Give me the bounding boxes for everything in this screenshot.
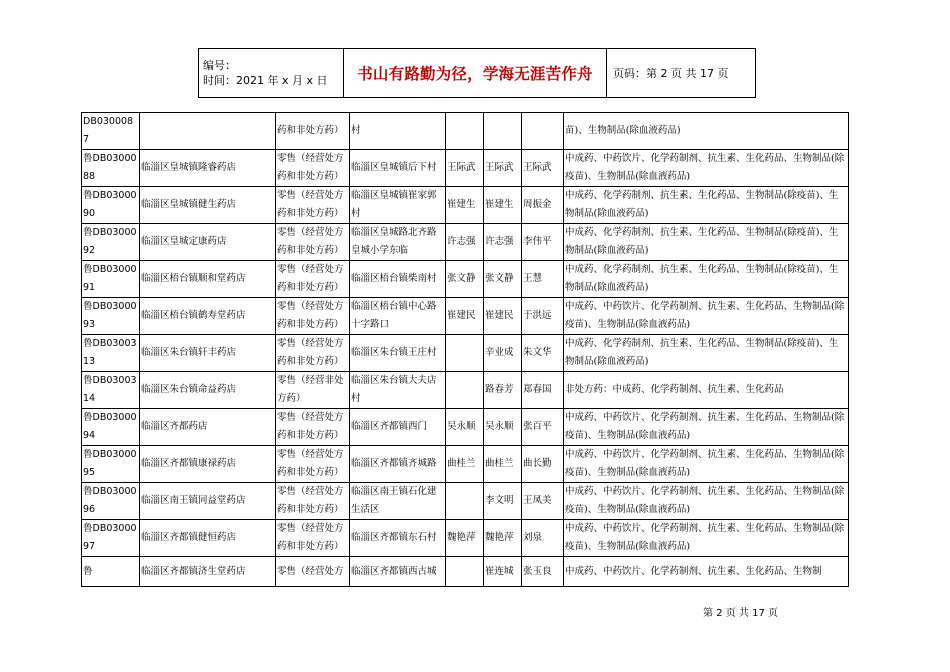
business-scope-cell: 中成药、中药饮片、化学药制剂、抗生素、生化药品、生物制品(除疫苗)、生物制品(除血液药品) [564, 298, 849, 335]
motto: 书山有路勤为径，学海无涯苦作舟 [344, 49, 607, 98]
business-scope-cell: 中成药、中药饮片、化学药制剂、抗生素、生化药品、生物制品(除疫苗)、生物制品(除血液药品) [564, 409, 849, 446]
table-row [82, 150, 849, 187]
owner-cell: 许志强 [484, 224, 522, 261]
owner-cell: 魏艳萍 [484, 520, 522, 557]
table-row [82, 261, 849, 298]
business-type-cell: 零售（经营处方药和非处方药） [276, 298, 350, 335]
address-cell: 临淄区梧台镇中心路十字路口 [350, 298, 446, 335]
business-scope-cell: 中成药、化学药制剂、抗生素、生化药品、生物制品(除疫苗)、生物制品(除血液药品) [564, 224, 849, 261]
legal-rep-cell [446, 113, 484, 150]
legal-rep-cell: 崔建生 [446, 187, 484, 224]
table-row [82, 187, 849, 224]
table-row [82, 298, 849, 335]
row-id-cell: 鲁DB0300088 [82, 150, 140, 187]
row-id-cell: 鲁DB0300092 [82, 224, 140, 261]
legal-rep-cell: 曲桂兰 [446, 446, 484, 483]
owner-cell: 吴永顺 [484, 409, 522, 446]
owner-cell: 崔建民 [484, 298, 522, 335]
business-scope-cell: 中成药、中药饮片、化学药制剂、抗生素、生化药品、生物制品(除疫苗)、生物制品(除血液药品) [564, 446, 849, 483]
row-id-cell: 鲁DB0300090 [82, 187, 140, 224]
business-scope-cell: 中成药、中药饮片、化学药制剂、抗生素、生化药品、生物制品(除疫苗)、生物制品(除血液药品) [564, 150, 849, 187]
address-cell: 临淄区齐都镇西古城 [350, 557, 446, 587]
legal-rep-cell [446, 372, 484, 409]
row-id-cell: 鲁DB0300314 [82, 372, 140, 409]
row-id-cell: 鲁DB0300091 [82, 261, 140, 298]
table-row [82, 557, 849, 587]
quality-manager-cell: 刘泉 [522, 520, 564, 557]
time-label: 时间：2021 年 x 月 x 日 [203, 74, 328, 87]
owner-cell: 王际武 [484, 150, 522, 187]
business-type-cell: 零售（经营处方药和非处方药） [276, 261, 350, 298]
quality-manager-cell: 张百平 [522, 409, 564, 446]
pharmacy-name-cell: 临淄区皇城镇健生药店 [140, 187, 276, 224]
header-meta [199, 49, 344, 98]
pharmacy-name-cell: 临淄区齐都镇康禄药店 [140, 446, 276, 483]
legal-rep-cell [446, 483, 484, 520]
quality-manager-cell: 王凤美 [522, 483, 564, 520]
table-row [82, 224, 849, 261]
address-cell: 临淄区皇城镇后下村 [350, 150, 446, 187]
address-cell: 临淄区齐都镇西门 [350, 409, 446, 446]
owner-cell: 崔建生 [484, 187, 522, 224]
row-id-cell: 鲁DB0300096 [82, 483, 140, 520]
pharmacy-name-cell [140, 113, 276, 150]
page-footer: 第 2 页 共 17 页 [703, 608, 778, 619]
pharmacy-name-cell: 临淄区朱台镇轩丰药店 [140, 335, 276, 372]
pharmacy-name-cell: 临淄区南王镇同益堂药店 [140, 483, 276, 520]
pharmacy-name-cell: 临淄区朱台镇命益药店 [140, 372, 276, 409]
address-cell: 临淄区朱台镇大夫店村 [350, 372, 446, 409]
serial-label: 编号： [203, 59, 236, 72]
address-cell: 村 [350, 113, 446, 150]
legal-rep-cell: 许志强 [446, 224, 484, 261]
table-row [82, 446, 849, 483]
business-type-cell: 零售（经营处方药和非处方药） [276, 187, 350, 224]
legal-rep-cell: 王际武 [446, 150, 484, 187]
quality-manager-cell: 王慧 [522, 261, 564, 298]
pharmacy-name-cell: 临淄区皇城定康药店 [140, 224, 276, 261]
row-id-cell: 鲁DB0300093 [82, 298, 140, 335]
row-id-cell: 鲁DB0300313 [82, 335, 140, 372]
business-type-cell: 零售（经营处方药和非处方药） [276, 224, 350, 261]
table-row [82, 520, 849, 557]
quality-manager-cell: 郑春国 [522, 372, 564, 409]
owner-cell: 辛业成 [484, 335, 522, 372]
business-type-cell: 药和非处方药） [276, 113, 350, 150]
table-row [82, 335, 849, 372]
business-type-cell: 零售（经营处方药和非处方药） [276, 446, 350, 483]
business-type-cell: 零售（经营处方药和非处方药） [276, 409, 350, 446]
quality-manager-cell: 朱文华 [522, 335, 564, 372]
owner-cell: 曲桂兰 [484, 446, 522, 483]
address-cell: 临淄区皇城镇崔家郭村 [350, 187, 446, 224]
pharmacy-name-cell: 临淄区齐都镇健恒药店 [140, 520, 276, 557]
row-id-cell: 鲁DB0300094 [82, 409, 140, 446]
business-type-cell: 零售（经营处方药和非处方药） [276, 520, 350, 557]
quality-manager-cell: 曲长勤 [522, 446, 564, 483]
quality-manager-cell: 于洪远 [522, 298, 564, 335]
row-id-cell: 鲁 [82, 557, 140, 587]
table-row [82, 483, 849, 520]
owner-cell: 张文静 [484, 261, 522, 298]
business-scope-cell: 中成药、化学药制剂、抗生素、生化药品、生物制品(除疫苗)、生物制品(除血液药品) [564, 187, 849, 224]
legal-rep-cell [446, 335, 484, 372]
address-cell: 临淄区齐都镇齐城路 [350, 446, 446, 483]
address-cell: 临淄区齐都镇东石村 [350, 520, 446, 557]
pharmacy-name-cell: 临淄区梧台镇顺和堂药店 [140, 261, 276, 298]
quality-manager-cell: 张玉良 [522, 557, 564, 587]
legal-rep-cell: 崔建民 [446, 298, 484, 335]
row-id-cell: DB0300087 [82, 113, 140, 150]
address-cell: 临淄区梧台镇柴南村 [350, 261, 446, 298]
address-cell: 临淄区南王镇石化建生活区 [350, 483, 446, 520]
quality-manager-cell: 周振金 [522, 187, 564, 224]
page-header [198, 48, 756, 98]
address-cell: 临淄区朱台镇王庄村 [350, 335, 446, 372]
business-scope-cell: 非处方药：中成药、化学药制剂、抗生素、生化药品 [564, 372, 849, 409]
business-type-cell: 零售（经营处方 [276, 557, 350, 587]
pharmacy-table [81, 112, 849, 587]
owner-cell: 李文明 [484, 483, 522, 520]
business-scope-cell: 中成药、中药饮片、化学药制剂、抗生素、生化药品、生物制 [564, 557, 849, 587]
business-type-cell: 零售（经营处方药和非处方药） [276, 483, 350, 520]
pharmacy-name-cell: 临淄区皇城镇隆睿药店 [140, 150, 276, 187]
table-row [82, 409, 849, 446]
business-scope-cell: 中成药、化学药制剂、抗生素、生化药品、生物制品(除疫苗)、生物制品(除血液药品) [564, 335, 849, 372]
owner-cell: 路春芳 [484, 372, 522, 409]
quality-manager-cell: 王际武 [522, 150, 564, 187]
owner-cell [484, 113, 522, 150]
business-type-cell: 零售（经营处方药和非处方药） [276, 335, 350, 372]
legal-rep-cell: 魏艳萍 [446, 520, 484, 557]
business-scope-cell: 中成药、化学药制剂、抗生素、生化药品、生物制品(除疫苗)、生物制品(除血液药品) [564, 261, 849, 298]
pharmacy-name-cell: 临淄区梧台镇鹤寿堂药店 [140, 298, 276, 335]
owner-cell: 崔连城 [484, 557, 522, 587]
legal-rep-cell: 吴永顺 [446, 409, 484, 446]
business-type-cell: 零售（经营非处方药） [276, 372, 350, 409]
page-number-label: 页码：第 2 页 共 17 页 [607, 49, 756, 98]
legal-rep-cell [446, 557, 484, 587]
address-cell: 临淄区皇城路北齐路皇城小学东临 [350, 224, 446, 261]
business-scope-cell: 中成药、中药饮片、化学药制剂、抗生素、生化药品、生物制品(除疫苗)、生物制品(除血液药品) [564, 483, 849, 520]
quality-manager-cell [522, 113, 564, 150]
table-row [82, 372, 849, 409]
pharmacy-name-cell: 临淄区齐都药店 [140, 409, 276, 446]
quality-manager-cell: 李伟平 [522, 224, 564, 261]
legal-rep-cell: 张文静 [446, 261, 484, 298]
business-type-cell: 零售（经营处方药和非处方药） [276, 150, 350, 187]
row-id-cell: 鲁DB0300097 [82, 520, 140, 557]
business-scope-cell: 中成药、中药饮片、化学药制剂、抗生素、生化药品、生物制品(除疫苗)、生物制品(除血液药品) [564, 520, 849, 557]
pharmacy-name-cell: 临淄区齐都镇济生堂药店 [140, 557, 276, 587]
table-row [82, 113, 849, 150]
business-scope-cell: 苗)、生物制品(除血液药品) [564, 113, 849, 150]
row-id-cell: 鲁DB0300095 [82, 446, 140, 483]
